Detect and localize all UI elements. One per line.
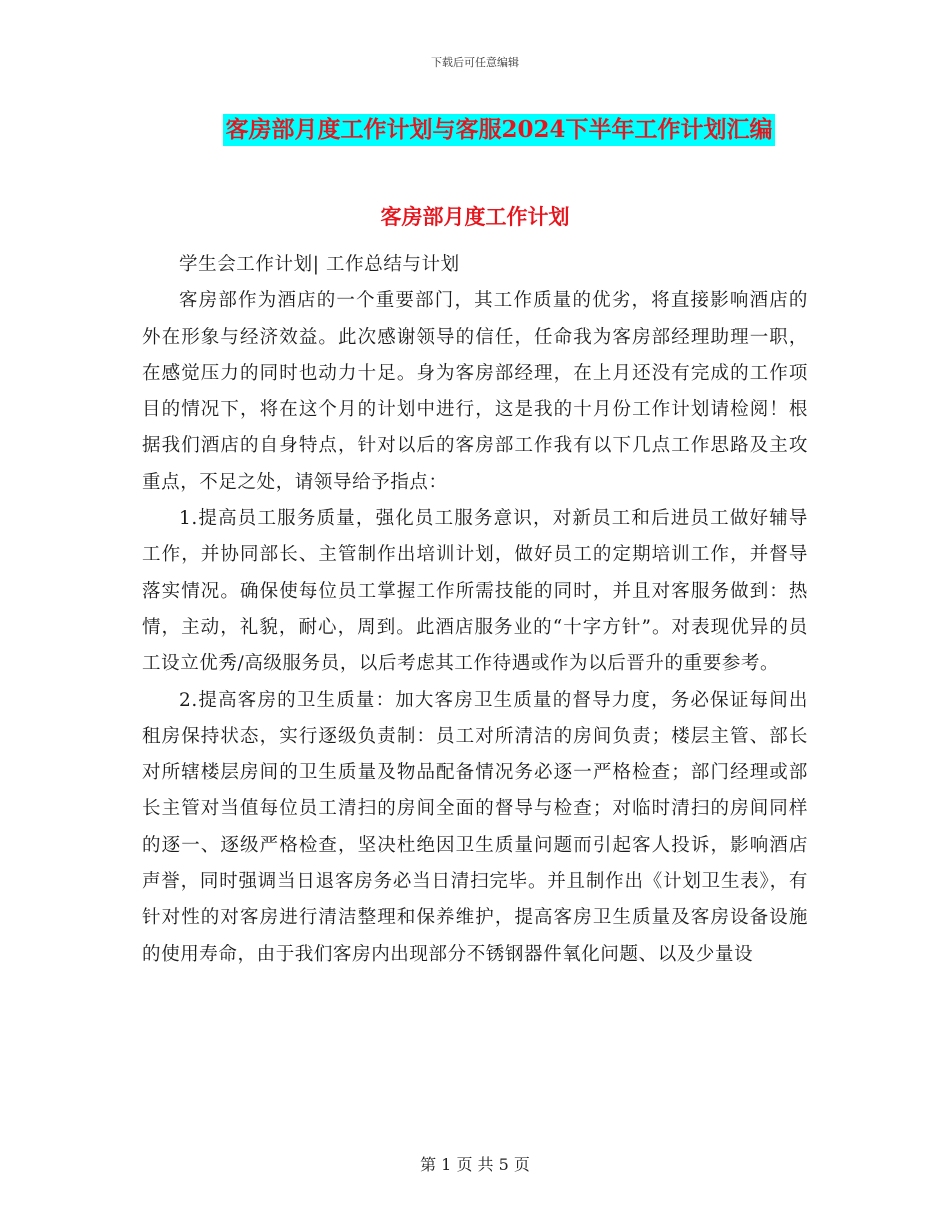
- section-title: 客房部月度工作计划: [380, 204, 570, 229]
- header-note: 下载后可任意编辑: [431, 56, 519, 69]
- page-number-footer: 第 1 页 共 5 页: [420, 1155, 530, 1174]
- document-title-container: [0, 114, 950, 146]
- paragraph-item-2: 2.提高客房的卫生质量：加大客房卫生质量的督导力度，务必保证每间出租房保持状态，实行逐级负责制：员工对所清洁的房间负责；楼层主管、部长对所辖楼层房间的卫生质量及物品配备情况务必逐一严格检查；部门经理或部长主管对当值每位员工清扫的房间全面的督导与检查；对临时清扫的房间同样的逐一、逐级严格检查，坚决杜绝因卫生质量问题而引起客人投诉，影响酒店声誉，同时强调当日退客房务必当日清扫完毕。并且制作出《计划卫生表》，有针对性的对客房进行清洁整理和保养维护，提高客房卫生质量及客房设备设施的使用寿命，由于我们客房内出现部分不锈钢器件氧化问题、以及少量设: [142, 689, 808, 965]
- document-title: 客房部月度工作计划与客服2024下半年工作计划汇编: [223, 114, 774, 146]
- paragraph-subtitle: 学生会工作计划| 工作总结与计划: [179, 254, 460, 275]
- paragraph-intro: 客房部作为酒店的一个重要部门，其工作质量的优劣，将直接影响酒店的外在形象与经济效益。此次感谢领导的信任，任命我为客房部经理助理一职，在感觉压力的同时也动力十足。身为客房部经理，在上月还没有完成的工作项目的情况下，将在这个月的计划中进行，这是我的十月份工作计划请检阅！根据我们酒店的自身特点，针对以后的客房部工作我有以下几点工作思路及主攻重点，不足之处，请领导给予指点：: [142, 290, 808, 493]
- paragraph-item-1: 1.提高员工服务质量，强化员工服务意识，对新员工和后进员工做好辅导工作，并协同部长、主管制作出培训计划，做好员工的定期培训工作，并督导落实情况。确保使每位员工掌握工作所需技能的同时，并且对客服务做到：热情，主动，礼貌，耐心，周到。此酒店服务业的“十字方针”。对表现优异的员工设立优秀/高级服务员，以后考虑其工作待遇或作为以后晋升的重要参考。: [142, 508, 808, 675]
- document-body: [142, 247, 808, 973]
